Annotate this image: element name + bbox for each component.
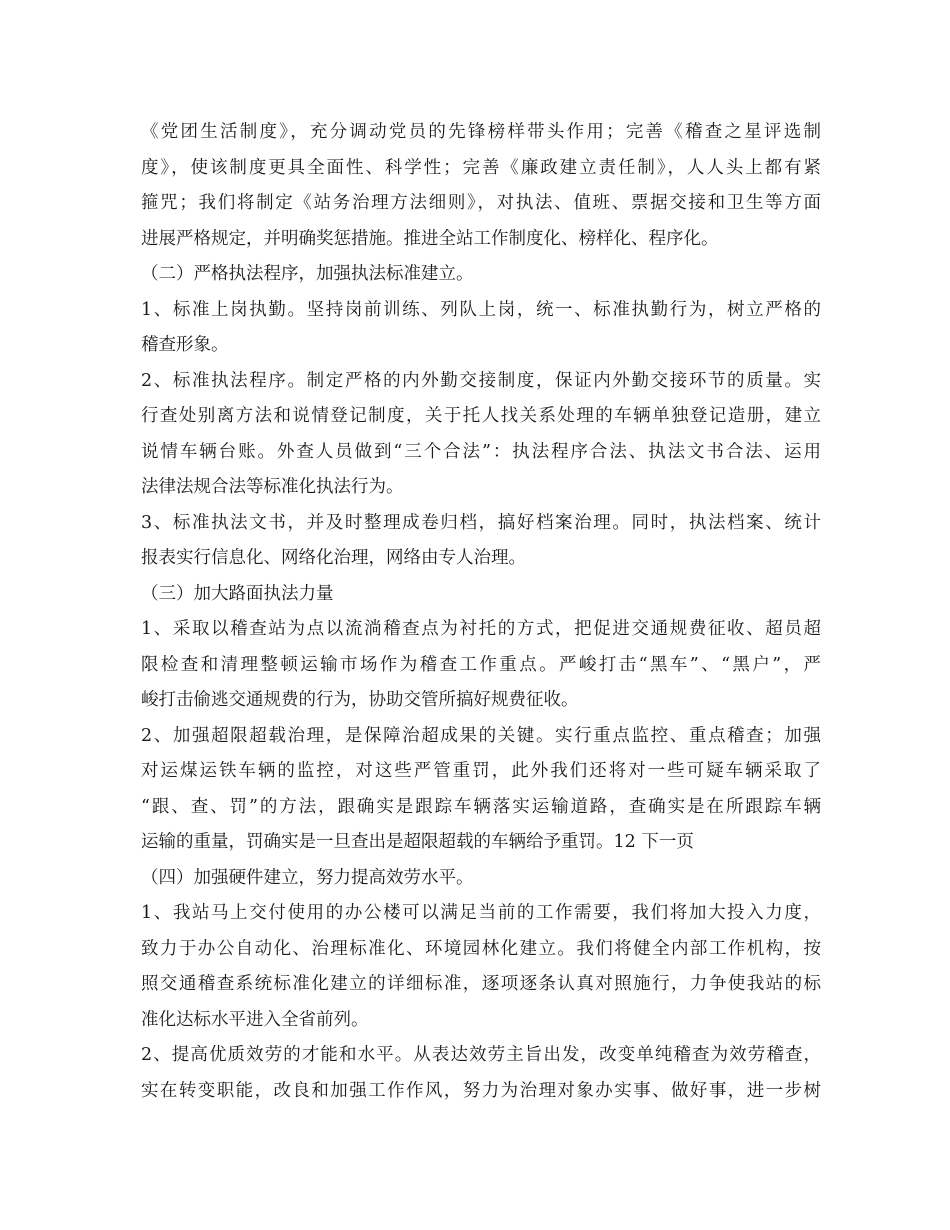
text-line: 1、标准上岗执勤。坚持岗前训练、列队上岗，统一、标准执勤行为，树立严格的 [141,299,821,320]
text-line: 《党团生活制度》，充分调动党员的先锋榜样带头作用；完善《稽查之星评选制 [141,122,821,142]
text-line: 法律法规合法等标准化执法行为。 [141,477,404,497]
text-line: “跟、查、罚”的方法，跟确实是跟踪车辆落实运输道路，查确实是在所跟踪车辆 [141,796,821,817]
text-line: 限检查和清理整顿运输市场作为稽查工作重点。严峻打击“黑车”、“黑户”，严 [141,654,821,675]
text-line: 准化达标水平进入全省前列。 [141,1009,369,1030]
text-line: 箍咒；我们将制定《站务治理方法细则》，对执法、值班、票据交接和卫生等方面 [141,193,821,213]
text-line: 照交通稽查系统标准化建立的详细标准，逐项逐条认真对照施行，力争使我站的标 [141,974,821,994]
text-line: 稽查形象。 [141,335,229,355]
text-line: 运输的重量，罚确实是一旦查出是超限超载的车辆给予重罚。12 下一页 [141,832,694,852]
text-line: 1、采取以稽查站为点以流淌稽查点为衬托的方式，把促进交通规费征收、超员超 [141,619,821,639]
text-line: 实在转变职能，改良和加强工作作风，努力为治理对象办实事、做好事，进一步树 [141,1080,821,1101]
text-line: 进展严格规定，并明确奖惩措施。推进全站工作制度化、榜样化、程序化。 [141,228,719,249]
text-line: 2、提高优质效劳的才能和水平。从表达效劳主旨出发，改变单纯稽查为效劳稽查， [141,1045,821,1065]
text-line: 对运煤运铁车辆的监控，对这些严管重罚，此外我们还将对一些可疑车辆采取了 [141,761,821,781]
text-line: 峻打击偷逃交通规费的行为，协助交管所搞好规费征收。 [141,690,579,710]
text-line: 报表实行信息化、网络化治理，网络由专人治理。 [141,548,526,568]
text-line: 2、加强超限超载治理，是保障治超成果的关键。实行重点监控、重点稽查；加强 [141,725,821,746]
section-heading: （四）加强硬件建立，努力提高效劳水平。 [141,867,474,888]
text-line: 3、标准执法文书，并及时整理成卷归档，搞好档案治理。同时，执法档案、统计 [141,512,821,533]
text-line: 度》，使该制度更具全面性、科学性；完善《廉政建立责任制》，人人头上都有紧 [141,157,821,178]
text-line: 2、标准执法程序。制定严格的内外勤交接制度，保证内外勤交接环节的质量。实 [141,370,821,391]
text-line: 说情车辆台账。外查人员做到“三个合法”：执法程序合法、执法文书合法、运用 [141,441,821,462]
text-line: 1、我站马上交付使用的办公楼可以满足当前的工作需要，我们将加大投入力度， [141,903,821,923]
document-body [141,115,821,1109]
section-heading: （二）严格执法程序，加强执法标准建立。 [141,264,474,284]
text-line: 致力于办公自动化、治理标准化、环境园林化建立。我们将健全内部工作机构，按 [141,938,821,959]
text-line: 行查处别离方法和说情登记制度，关于托人找关系处理的车辆单独登记造册，建立 [141,406,821,426]
section-heading: （三）加大路面执法力量 [141,583,334,604]
